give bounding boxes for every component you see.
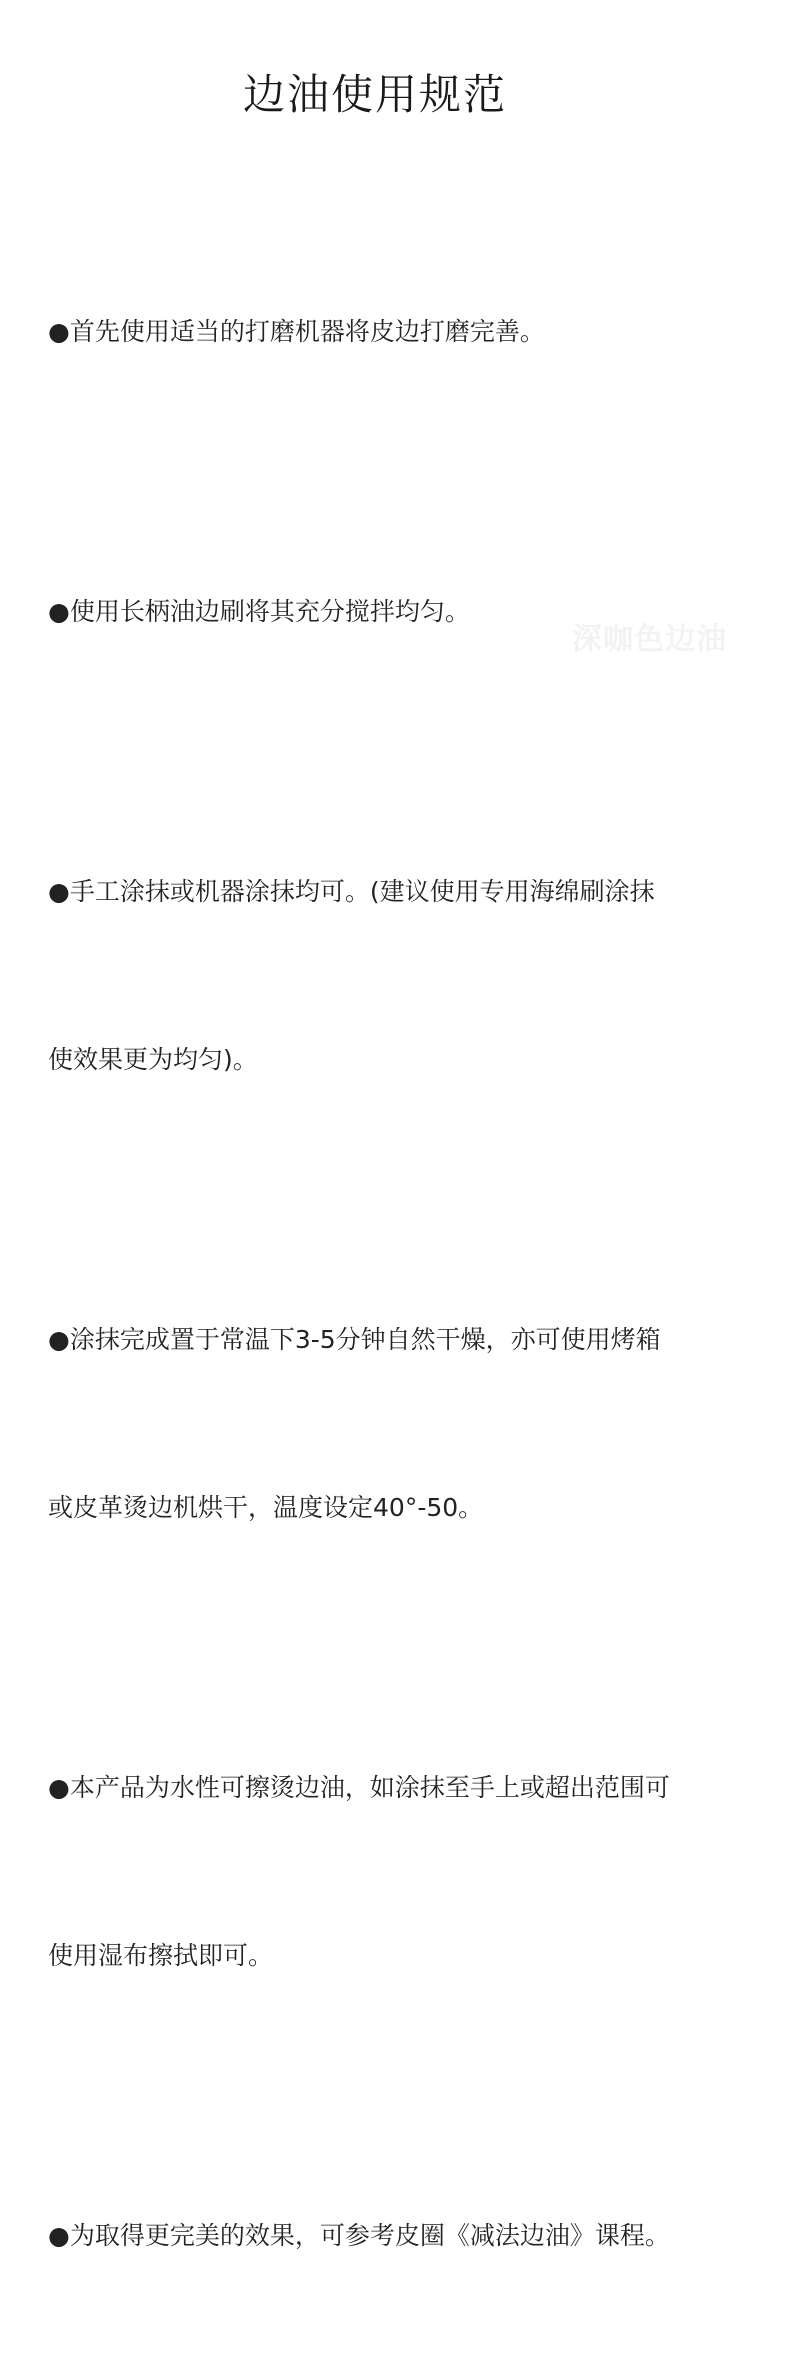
usage-guidelines-list [48, 192, 748, 2376]
list-item [48, 752, 748, 1200]
list-item-line: 使用湿布擦拭即可。 [48, 1941, 274, 1970]
list-item [48, 1648, 748, 2096]
list-item-line: ●手工涂抹或机器涂抹均可。(建议使用专用海绵刷涂抹 [48, 877, 655, 906]
list-item [48, 2096, 748, 2376]
list-item-line: 或皮革烫边机烘干，温度设定40°-50。 [48, 1493, 484, 1522]
list-item [48, 1200, 748, 1648]
list-item-line: ●涂抹完成置于常温下3-5分钟自然干燥，亦可使用烤箱 [48, 1325, 661, 1354]
list-item-line: 使效果更为均匀)。 [48, 1045, 258, 1074]
list-item-line: ●本产品为水性可擦烫边油，如涂抹至手上或超出范围可 [48, 1773, 670, 1802]
list-item [48, 192, 748, 472]
list-item-line: ●首先使用适当的打磨机器将皮边打磨完善。 [48, 317, 545, 346]
list-item-line: ●使用长柄油边刷将其充分搅拌均匀。 [48, 597, 470, 626]
list-item [48, 472, 748, 752]
list-item-line: ●为取得更完美的效果，可参考皮圈《减法边油》课程。 [48, 2221, 670, 2250]
watermark-text: 深咖色边油 [572, 622, 727, 657]
page-title: 边油使用规范 [242, 70, 507, 119]
